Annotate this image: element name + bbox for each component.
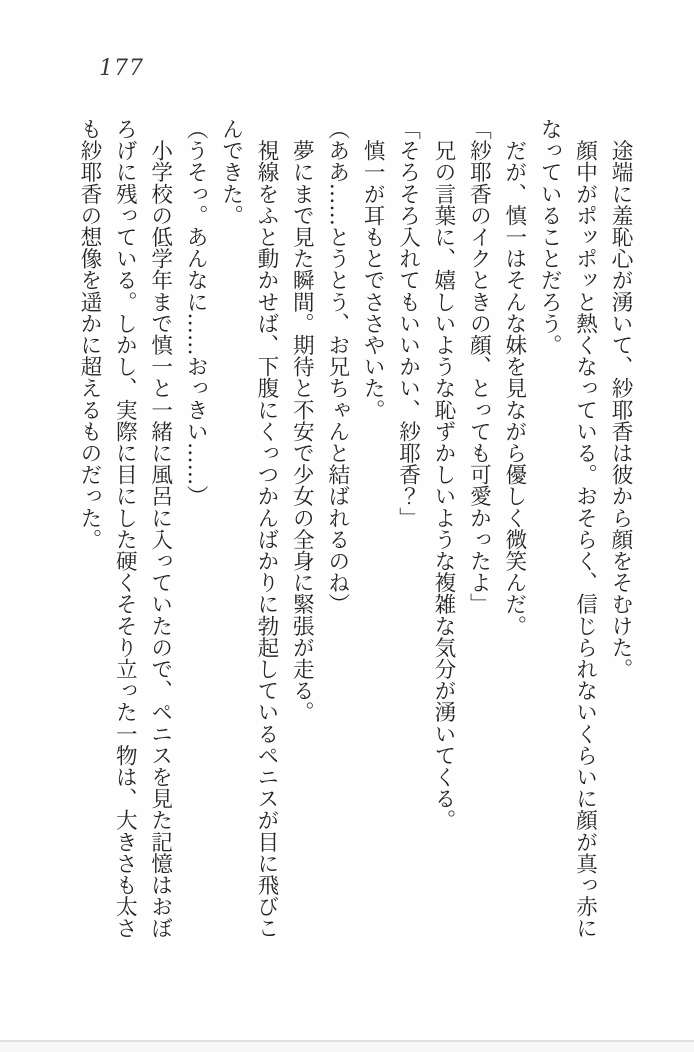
paragraph: 小学校の低学年まで慎一と一緒に風呂に入っていたので、ペニスを見た記憶はおぼろげに残っている。しかし、実際に目にした硬くそそり立った一物は、大きさも太さも紗耶香の想像を遥かに超えるものだった。: [76, 118, 173, 939]
page-edge-shadow: [0, 1040, 694, 1052]
paragraph: 途端に羞恥心が湧いて、紗耶香は彼から顔をそむけた。: [608, 118, 633, 680]
paragraph: 「紗耶香のイクときの顔、とっても可愛かったよ」: [466, 118, 492, 615]
paragraph: だが、慎一はそんな妹を見ながら優しく微笑んだ。: [501, 118, 527, 637]
paragraph: 兄の言葉に、嬉しいような恥ずかしいような複雑な気分が湧いてくる。: [430, 118, 456, 831]
page-text: [66, 118, 638, 942]
paragraph: 夢にまで見た瞬間。期待と不安で少女の全身に緊張が走る。: [289, 118, 315, 723]
paragraph: 「そろそろ入れてもいいかい、紗耶香？」: [395, 118, 421, 529]
paragraph: 顔中がポッポッと熱くなっている。おそらく、信じられないくらいに顔が真っ赤になっていることだろう。: [537, 118, 598, 939]
paragraph: （うそっ。あんなに……おっきい……）: [183, 118, 209, 507]
page-number: 177: [99, 56, 144, 81]
paragraph: （ああ……とうとう、お兄ちゃんと結ばれるのね）: [324, 118, 350, 615]
paragraph: 視線をふと動かせば、下腹にくっつかんばかりに勃起しているペニスが目に飛びこんできた。: [218, 118, 279, 939]
paragraph: 慎一が耳もとでささやいた。: [360, 118, 386, 421]
